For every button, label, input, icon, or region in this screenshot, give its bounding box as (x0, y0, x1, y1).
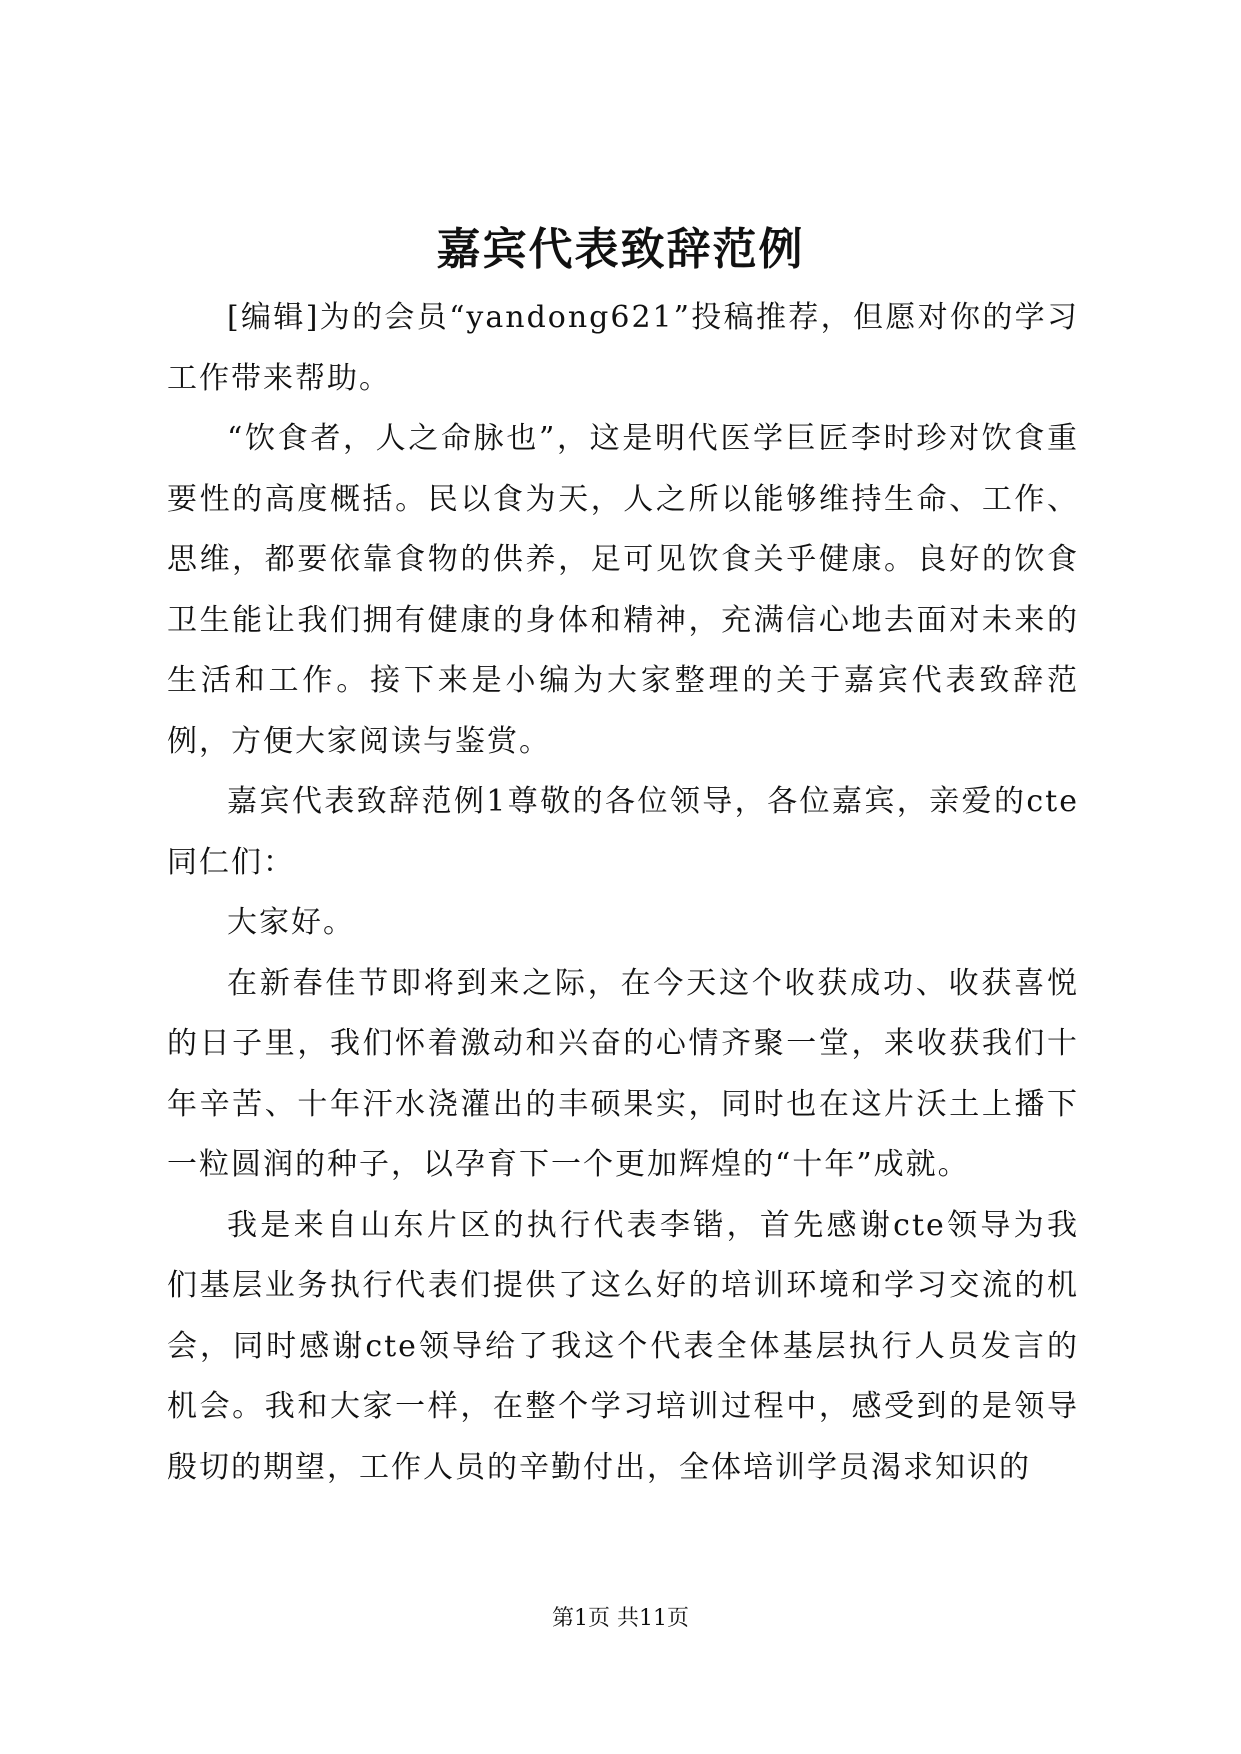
page-number-footer: 第1页 共11页 (552, 1606, 689, 1631)
paragraph-diet-quote: “饮食者，人之命脉也”，这是明代医学巨匠李时珍对饮食重要性的高度概括。民以食为天，人之所以能够维持生命、工作、思维，都要依靠食物的供养，足可见饮食关乎健康。良好的饮食卫生能让我们拥有健康的身体和精神，充满信心地去面对未来的生活和工作。接下来是小编为大家整理的关于嘉宾代表致辞范例，方便大家阅读与鉴赏。 (167, 421, 1079, 759)
paragraph-new-year: 在新春佳节即将到来之际，在今天这个收获成功、收获喜悦的日子里，我们怀着激动和兴奋的心情齐聚一堂，来收获我们十年辛苦、十年汗水浇灌出的丰硕果实，同时也在这片沃土上播下一粒圆润的种子，以孕育下一个更加辉煌的“十年”成就。 (167, 965, 1079, 1182)
paragraph-greeting: 大家好。 (227, 905, 355, 940)
paragraph-self-introduction: 我是来自山东片区的执行代表李锴，首先感谢cte领导为我们基层业务执行代表们提供了这么好的培训环境和学习交流的机会，同时感谢cte领导给了我这个代表全体基层执行人员发言的机会。我和大家一样，在整个学习培训过程中，感受到的是领导殷切的期望，工作人员的辛勤付出，全体培训学员渴求知识的 (167, 1207, 1079, 1485)
document-title: 嘉宾代表致辞范例 (436, 224, 805, 275)
paragraph-intro-note: [编辑]为的会员“yandong621”投稿推荐，但愿对你的学习工作带来帮助。 (167, 300, 1079, 396)
paragraph-example-heading: 嘉宾代表致辞范例1尊敬的各位领导，各位嘉宾，亲爱的cte同仁们： (167, 784, 1079, 880)
document-body (167, 288, 1079, 1498)
